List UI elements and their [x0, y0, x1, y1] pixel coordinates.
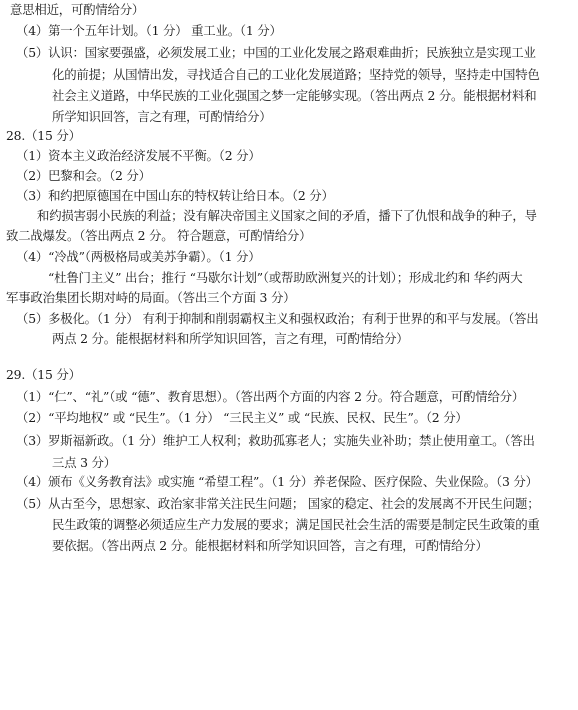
text-line: （5）从古至今，思想家、政治家非常关注民生问题； 国家的稳定、社会的发展离不开民生问题；	[16, 496, 540, 511]
text-line: （2）巴黎和会。（2 分）	[16, 168, 151, 183]
text-line: 两点 2 分。能根据材料和所学知识回答，言之有理，可酌情给分）	[52, 331, 409, 346]
text-line: 三点 3 分）	[52, 455, 116, 470]
text-line: （4）颁布《义务教育法》或实施 “希望工程”。（1 分）养老保险、医疗保险、失业保险。（3 分）	[16, 474, 538, 489]
text-line: （5）认识：国家要强盛，必须发展工业；中国的工业化发展之路艰难曲折；民族独立是实现工业	[16, 45, 536, 60]
text-line: （1）“仁”、“礼”（或 “德”、教育思想）。（答出两个方面的内容 2 分。符合题意，可酌情给分）	[16, 389, 525, 404]
text-line: 所学知识回答，言之有理，可酌情给分）	[52, 109, 272, 124]
text-line: （5）多极化。（1 分） 有利于抑制和削弱霸权主义和强权政治；有利于世界的和平与发展。（答出	[16, 311, 539, 326]
text-line: （4）第一个五年计划。（1 分） 重工业。（1 分）	[16, 23, 282, 38]
text-line: （2）“平均地权” 或 “民生”。（1 分） “三民主义” 或 “民族、民权、民生”。（2 分）	[16, 410, 468, 425]
text-line: 民生政策的调整必须适应生产力发展的要求；满足国民社会生活的需要是制定民生政策的重	[52, 517, 540, 532]
text-line: “杜鲁门主义” 出台；推行 “马歇尔计划”（或帮助欧洲复兴的计划）；形成北约和 华约两大	[48, 270, 523, 285]
text-line: （4）“冷战”（两极格局或美苏争霸）。（1 分）	[16, 249, 261, 264]
text-line: 致二战爆发。（答出两点 2 分。 符合题意，可酌情给分）	[6, 228, 312, 243]
text-line: 化的前提；从国情出发，寻找适合自己的工业化发展道路；坚持党的领导，坚持走中国特色	[52, 67, 540, 82]
text-line: 军事政治集团长期对峙的局面。（答出三个方面 3 分）	[6, 290, 296, 305]
text-line: （3）罗斯福新政。（1 分）维护工人权利；救助孤寡老人；实施失业补助；禁止使用童工。（答出	[16, 433, 535, 448]
text-line: 和约损害弱小民族的利益；没有解决帝国主义国家之间的矛盾，播下了仇恨和战争的种子，导	[37, 208, 537, 223]
question-heading: 28.（15 分）	[6, 128, 81, 143]
question-heading: 29.（15 分）	[6, 367, 81, 382]
text-line: 意思相近，可酌情给分）	[10, 2, 145, 17]
text-line: 社会主义道路，中华民族的工业化强国之梦一定能够实现。（答出两点 2 分。能根据材料和	[52, 88, 537, 103]
text-line: （3）和约把原德国在中国山东的特权转让给日本。（2 分）	[16, 188, 334, 203]
text-line: （1）资本主义政治经济发展不平衡。（2 分）	[16, 148, 261, 163]
text-line: 要依据。（答出两点 2 分。能根据材料和所学知识回答，言之有理，可酌情给分）	[52, 538, 488, 553]
